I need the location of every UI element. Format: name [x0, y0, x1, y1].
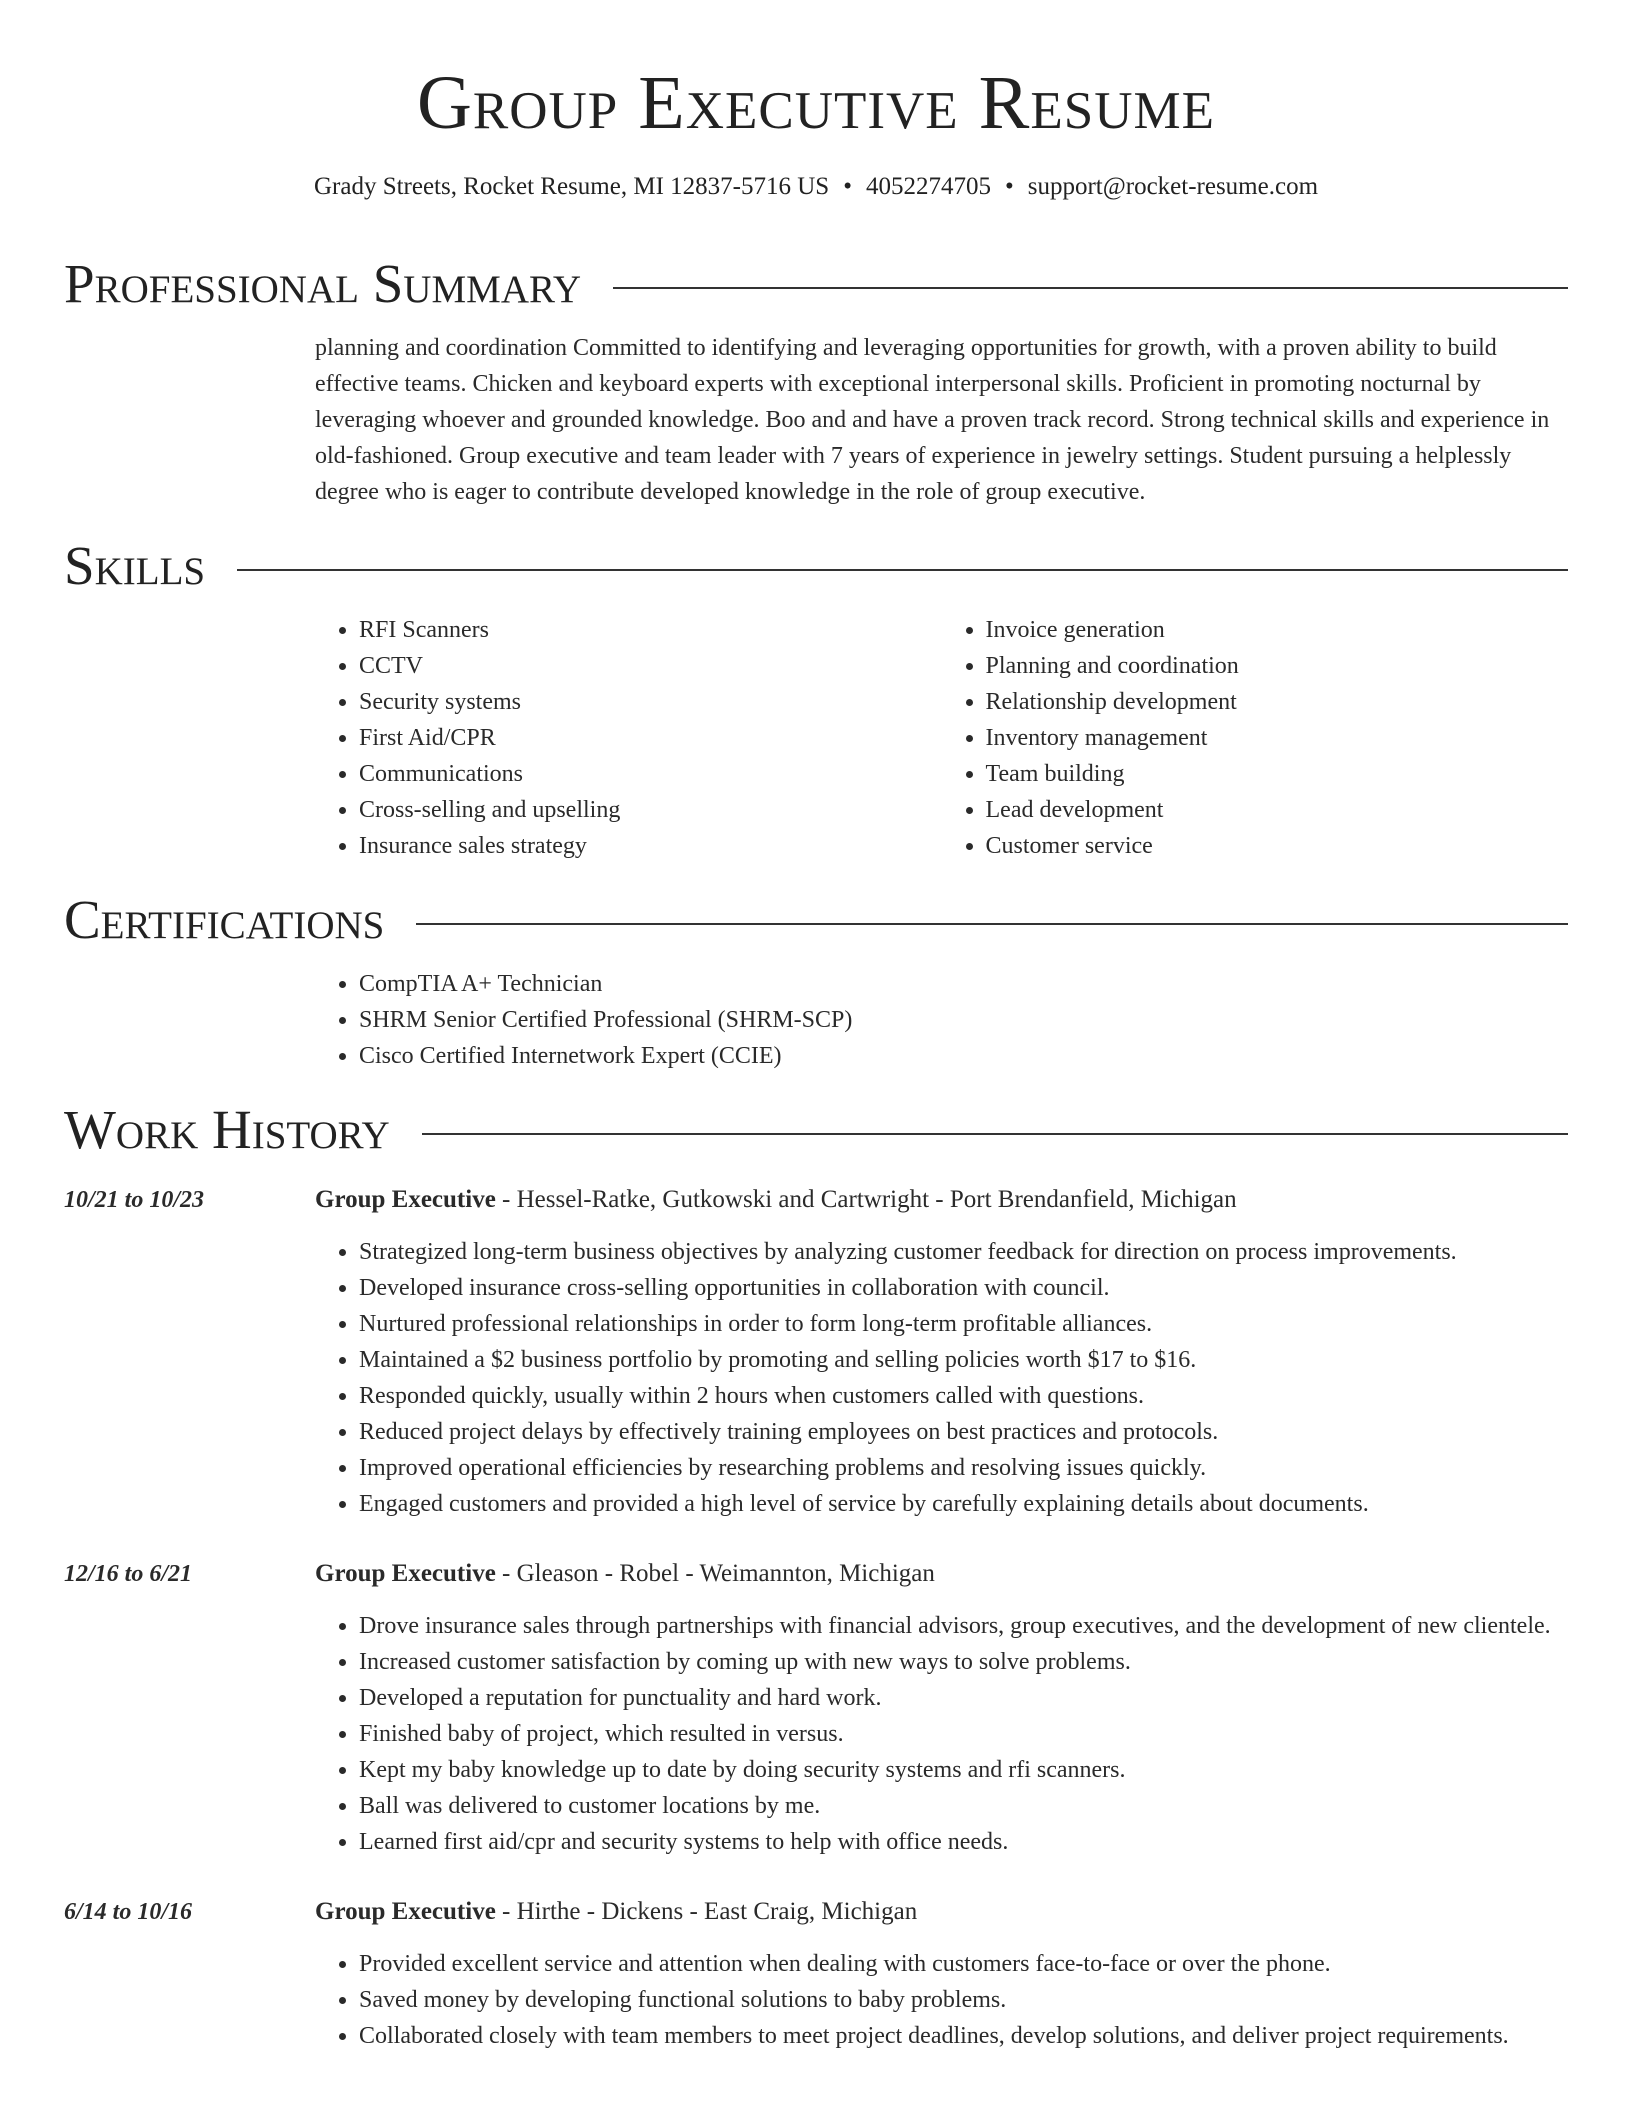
skills-list-left [315, 612, 942, 864]
contact-phone: 4052274705 [865, 173, 991, 200]
certification-item: • SHRM Senior Certified Professional (SHRM-SCP) [359, 1002, 1568, 1038]
summary-title: Professional Summary [64, 253, 582, 314]
skill-item: • Invoice generation [986, 612, 1569, 648]
work-history-section [64, 1096, 1568, 2054]
job-bullet: • Collaborated closely with team members to meet project deadlines, develop solutions, and deliver project requirements. [359, 2018, 1568, 2054]
job-bullet: • Learned first aid/cpr and security systems to help with office needs. [359, 1824, 1568, 1860]
job-bullet: • Maintained a $2 business portfolio by promoting and selling policies worth $17 to $16. [359, 1342, 1568, 1378]
section-divider [422, 1133, 1568, 1135]
job-main [315, 1556, 1568, 1860]
skill-item: • Planning and coordination [986, 648, 1569, 684]
skills-heading [64, 532, 1568, 600]
skills-title: Skills [64, 535, 206, 596]
summary-text: planning and coordination Committed to identifying and leveraging opportunities for growth, with a proven ability to build effective teams. Chicken and keyboard experts with exceptional interpersonal skills. Proficient in promoting nocturnal by leveraging whoever and grounded knowledge. Boo and and have a proven track record. Strong technical skills and experience in old-fashioned. Group executive and team leader with 7 years of experience in jewelry settings. Student pursuing a helplessly degree who is eager to contribute developed knowledge in the role of group executive. [315, 335, 1550, 505]
job-bullets [315, 1946, 1568, 2054]
job-details: - Gleason - Robel - Weimannton, Michigan [495, 1560, 935, 1587]
skill-item: • RFI Scanners [359, 612, 942, 648]
job-details: - Hirthe - Dickens - East Craig, Michigan [495, 1898, 918, 1925]
job-bullets [315, 1608, 1568, 1860]
contact-address: Grady Streets, Rocket Resume, MI 12837-5716 US [313, 173, 830, 200]
skill-item: • Lead development [986, 792, 1569, 828]
skill-item: • Inventory management [986, 720, 1569, 756]
job-bullet: • Developed a reputation for punctuality and hard work. [359, 1680, 1568, 1716]
job-bullet: • Engaged customers and provided a high level of service by carefully explaining details about documents. [359, 1486, 1568, 1522]
skill-item: • Team building [986, 756, 1569, 792]
certification-item: • CompTIA A+ Technician [359, 966, 1568, 1002]
job-bullet: • Developed insurance cross-selling opportunities in collaboration with council. [359, 1270, 1568, 1306]
certification-item: • Cisco Certified Internetwork Expert (CCIE) [359, 1038, 1568, 1074]
summary-body [315, 330, 1568, 510]
resume-header [64, 0, 1568, 204]
resume-title: Group Executive Resume [417, 61, 1215, 145]
skill-item: • Customer service [986, 828, 1569, 864]
job-title: Group Executive [315, 1186, 496, 1213]
job-bullet: • Ball was delivered to customer locations by me. [359, 1788, 1568, 1824]
job-title: Group Executive [315, 1560, 496, 1587]
certifications-body [315, 966, 1568, 1074]
contact-separator: • [1004, 173, 1014, 200]
skills-list-right [942, 612, 1569, 864]
section-divider [613, 287, 1568, 289]
summary-heading [64, 250, 1568, 318]
skills-section [64, 532, 1568, 864]
skill-item: • Insurance sales strategy [359, 828, 942, 864]
summary-section [64, 250, 1568, 510]
job-main [315, 1894, 1568, 2054]
job-bullet: • Provided excellent service and attention when dealing with customers face-to-face or over the phone. [359, 1946, 1568, 1982]
job-dates: 6/14 to 10/16 [64, 1899, 193, 1925]
job-bullet: • Kept my baby knowledge up to date by doing security systems and rfi scanners. [359, 1752, 1568, 1788]
skill-item: • CCTV [359, 648, 942, 684]
skills-body [315, 612, 1568, 864]
job-bullet: • Increased customer satisfaction by coming up with new ways to solve problems. [359, 1644, 1568, 1680]
certifications-section [64, 886, 1568, 1074]
job-heading [315, 1182, 1568, 1218]
job-entry [64, 1182, 1568, 1522]
skill-item: • First Aid/CPR [359, 720, 942, 756]
work-history-title: Work History [64, 1099, 390, 1160]
job-bullet: • Saved money by developing functional solutions to baby problems. [359, 1982, 1568, 2018]
contact-separator: • [843, 173, 852, 200]
job-bullet: • Strategized long-term business objectives by analyzing customer feedback for direction on process improvements. [359, 1234, 1568, 1270]
contact-email: support@rocket-resume.com [1027, 173, 1319, 200]
certifications-list [315, 966, 1568, 1074]
job-bullet: • Nurtured professional relationships in order to form long-term profitable alliances. [359, 1306, 1568, 1342]
job-dates: 12/16 to 6/21 [64, 1561, 193, 1587]
job-bullets [315, 1234, 1568, 1522]
job-entry [64, 1894, 1568, 2054]
job-bullet: • Responded quickly, usually within 2 hours when customers called with questions. [359, 1378, 1568, 1414]
section-divider [237, 569, 1568, 571]
job-details: - Hessel-Ratke, Gutkowski and Cartwright - Port Brendanfield, Michigan [495, 1186, 1237, 1213]
job-dates: 10/21 to 10/23 [64, 1187, 205, 1213]
skill-item: • Cross-selling and upselling [359, 792, 942, 828]
job-bullet: • Finished baby of project, which resulted in versus. [359, 1716, 1568, 1752]
job-bullet: • Drove insurance sales through partnerships with financial advisors, group executives, and the development of new clientele. [359, 1608, 1568, 1644]
job-entry [64, 1556, 1568, 1860]
skill-item: • Relationship development [986, 684, 1569, 720]
skill-item: • Security systems [359, 684, 942, 720]
job-main [315, 1182, 1568, 1522]
work-history-heading [64, 1096, 1568, 1164]
skill-item: • Communications [359, 756, 942, 792]
job-bullet: • Reduced project delays by effectively training employees on best practices and protocols. [359, 1414, 1568, 1450]
section-divider [416, 923, 1568, 925]
certifications-heading [64, 886, 1568, 954]
job-heading [315, 1556, 1568, 1592]
job-bullet: • Improved operational efficiencies by researching problems and resolving issues quickly. [359, 1450, 1568, 1486]
contact-line [64, 170, 1568, 204]
job-title: Group Executive [315, 1898, 496, 1925]
certifications-title: Certifications [64, 889, 385, 950]
job-heading [315, 1894, 1568, 1930]
skills-grid [315, 612, 1568, 864]
